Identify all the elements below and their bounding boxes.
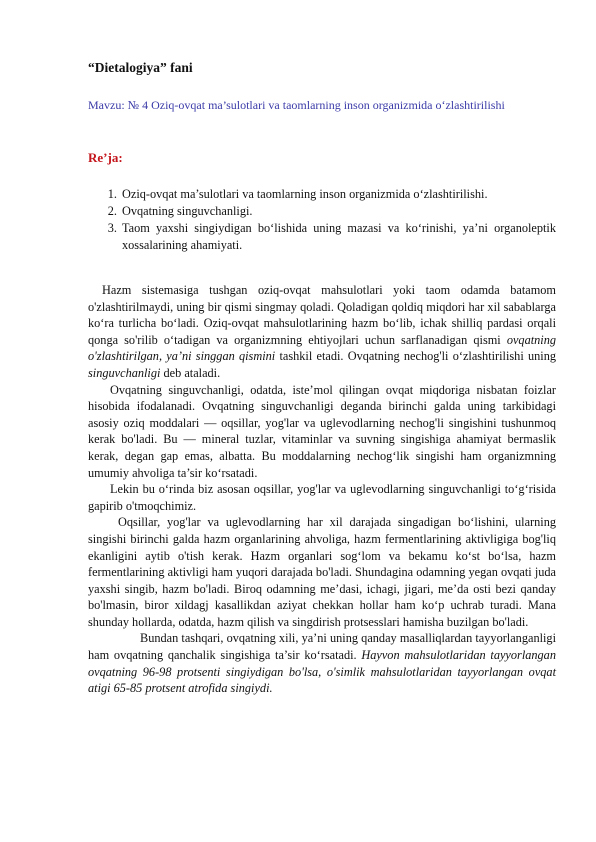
paragraph-text: Bundan tashqari, ovqatning xili, ya’ni uning qanday masalliqlardan tayyorlanganligi ham ovqatning qanchalik singishiga ta’sir ko‘rsatadi. [88,631,556,663]
plan-item: 3. Taom yaxshi singiydigan bo‘lishida uning mazasi va ko‘rinishi, ya’ni organoleptik xossalarining ahamiyati. [120,220,556,254]
topic-line: Mavzu: № 4 Oziq-ovqat ma’sulotlari va taomlarning inson organizmida o‘zlashtirilishi [88,98,505,112]
emphasis-text: Hayvon mahsulotlaridan tayyorlangan ovqatning 96-98 protsenti singiydigan bo'lsa, o'simlik mahsulotlaridan tayyorlangan ovqat atigi 65-85 protsent atrofida singiydi. [88,648,556,696]
emphasis-text: ovqatning o'zlashtirilgan, ya’ni singgan qismini [88,332,556,364]
paragraph-4: Oqsillar, yog'lar va uglevodlarning har xil darajada singadigan bo‘lishini, ularning singishi birinchi galda hazm organlarining ahvoliga, hazm fermentlarining aktivligiga bog'liq ekanligini aytib o'tish kerak. Hazm organlari sog‘lom va bekamu ko‘st bo‘lsa, hazm fermentlarining aktivligi ham yuqori darajada bo'ladi. Shundagina odamning yegan ovqati juda yaxshi singib, hazm bo'ladi. Biroq odamning me’dasi, ichagi, jigari, me’da osti bezi qanday bo'lmasin, biror xildagj kasallikdan aziyat chekkan hollar ham ko‘p uchrab turadi. Mana shunday hollarda, odatda, hazm qilish va singdirish protsesslari hamisha buzilgan bo'ladi. [88,515,556,629]
paragraph-text: deb ataladi. [160,365,221,380]
plan-heading: Re’ja: [88,150,123,165]
plan-item: 1. Oziq-ovqat ma’sulotlari va taomlarning inson organizmida o‘zlashtirilishi. [120,186,556,203]
plan-list [88,186,556,254]
emphasis-text: singuvchanligi [88,365,161,380]
paragraph-text: tashkil etadi. Ovqatning nechog'li o‘zlashtirilishi uning [275,349,556,364]
paragraph-2: Ovqatning singuvchanligi, odatda, iste’mol qilingan ovqat miqdoriga nisbatan foizlar hisobida ifodalanadi. Ovqatning singuvchanligi deganda birinchi galda uning tarkibidagi asosiy oziq moddalari — oqsillar, yog'lar va uglevodlarning nechog'li singishini tushunmoq kerak bo'ladi. Bu — mineral tuzlar, vitaminlar va suvning singishiga ahamiyat bermaslik kerak, degan gap emas, albatta. Bu moddalarning nechog‘lik singishi ham organizmning umumiy ahvoliga ta’sir ko‘rsatadi. [88,382,556,480]
document-title: “Dietalogiya” fani [88,60,193,75]
paragraph-1 [88,282,556,382]
body-text [88,282,556,697]
paragraph-5 [88,630,556,696]
plan-item: 2. Ovqatning singuvchanligi. [120,203,556,220]
paragraph-text: Hazm sistemasiga tushgan oziq-ovqat mahsulotlari yoki taom odamda batamom o'zlashtirilmaydi, uning bir qismi singmay qoladi. Qoladigan qoldiq miqdori har xil sabablarga ko‘ra turlicha bo‘ladi. Oziq-ovqat mahsulotlarining hazm bo‘lib, ichak shilliq pardasi orqali qonga so'rilib o‘tadigan va organizmning ehtiyojlari uchun sarflanadigan qismi [88,283,556,347]
paragraph-3: Lekin bu o‘rinda biz asosan oqsillar, yog'lar va uglevodlarning singuvchanligi to‘g‘risida gapirib o'tmoqchimiz. [88,482,556,513]
